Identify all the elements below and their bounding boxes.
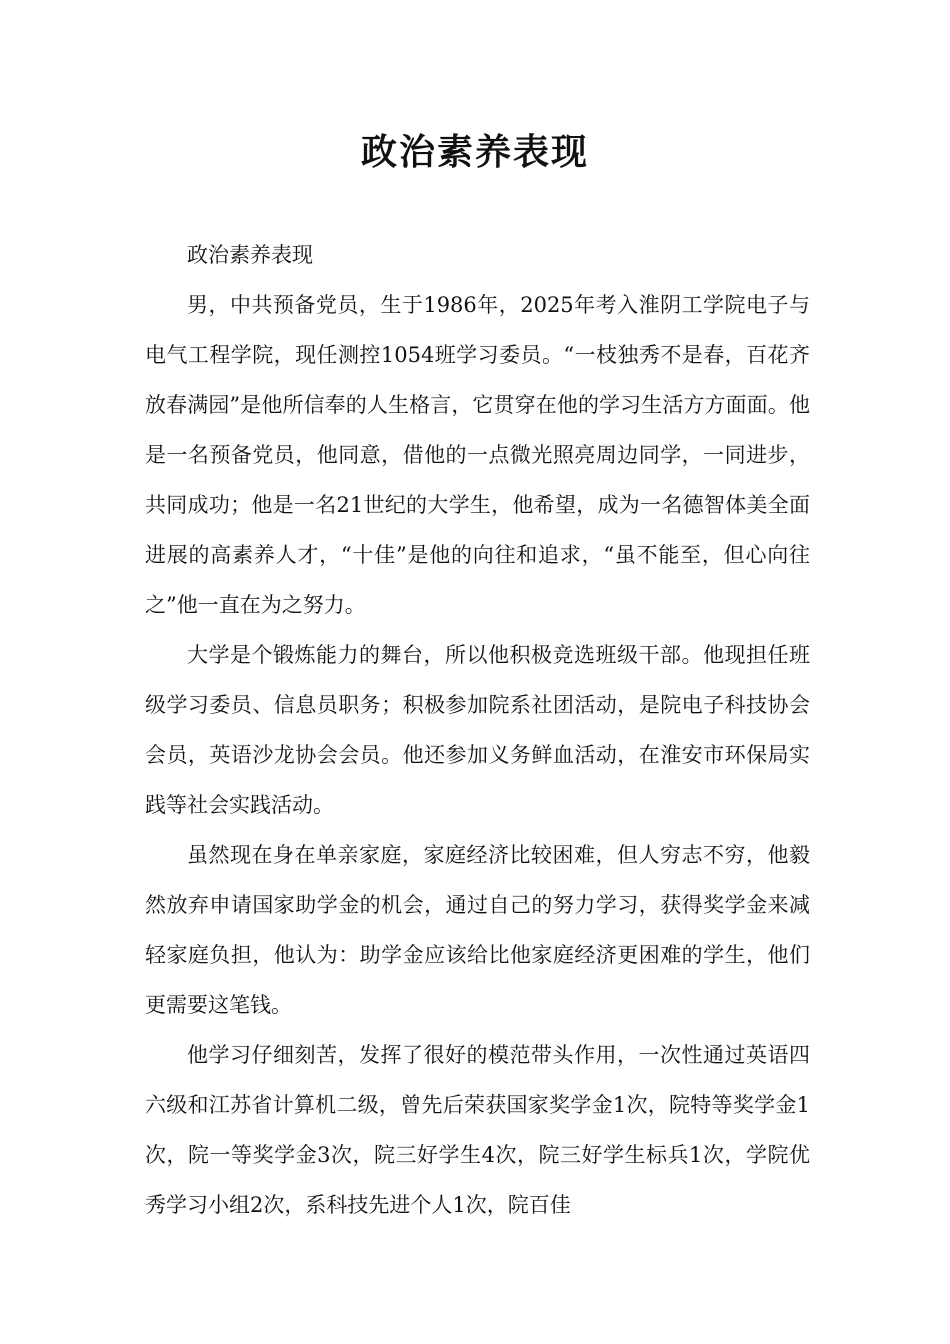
paragraph-academic-awards: 他学习仔细刻苦，发挥了很好的模范带头作用，一次性通过英语四六级和江苏省计算机二级，曾先后荣获国家奖学金1次，院特等奖学金1次，院一等奖学金3次，院三好学生4次，院三好学生标兵1次，学院优秀学习小组2次，系科技先进个人1次，院百佳 xyxy=(145,1043,810,1217)
paragraph-student-roles: 大学是个锻炼能力的舞台，所以他积极竞选班级干部。他现担任班级学习委员、信息员职务；积极参加院系社团活动，是院电子科技协会会员，英语沙龙协会会员。他还参加义务鲜血活动，在淮安市环保局实践等社会实践活动。 xyxy=(145,643,810,817)
paragraph-introduction: 男，中共预备党员，生于1986年，2025年考入淮阴工学院电子与电气工程学院，现任测控1054班学习委员。“一枝独秀不是春，百花齐放春满园”是他所信奉的人生格言，它贯穿在他的学习生活方方面面。他是一名预备党员，他同意，借他的一点微光照亮周边同学，一同进步，共同成功；他是一名21世纪的大学生，他希望，成为一名德智体美全面进展的高素养人才，“十佳”是他的向往和追求，“虽不能至，但心向往之”他一直在为之努力。 xyxy=(145,293,810,617)
paragraph-heading: 政治素养表现 xyxy=(187,243,313,267)
page-title: 政治素养表现 xyxy=(360,132,589,173)
document-body xyxy=(145,230,810,1230)
paragraph-family-situation: 虽然现在身在单亲家庭，家庭经济比较困难，但人穷志不穷，他毅然放弃申请国家助学金的机会，通过自己的努力学习，获得奖学金来减轻家庭负担，他认为：助学金应该给比他家庭经济更困难的学生，他们更需要这笔钱。 xyxy=(145,843,810,1017)
